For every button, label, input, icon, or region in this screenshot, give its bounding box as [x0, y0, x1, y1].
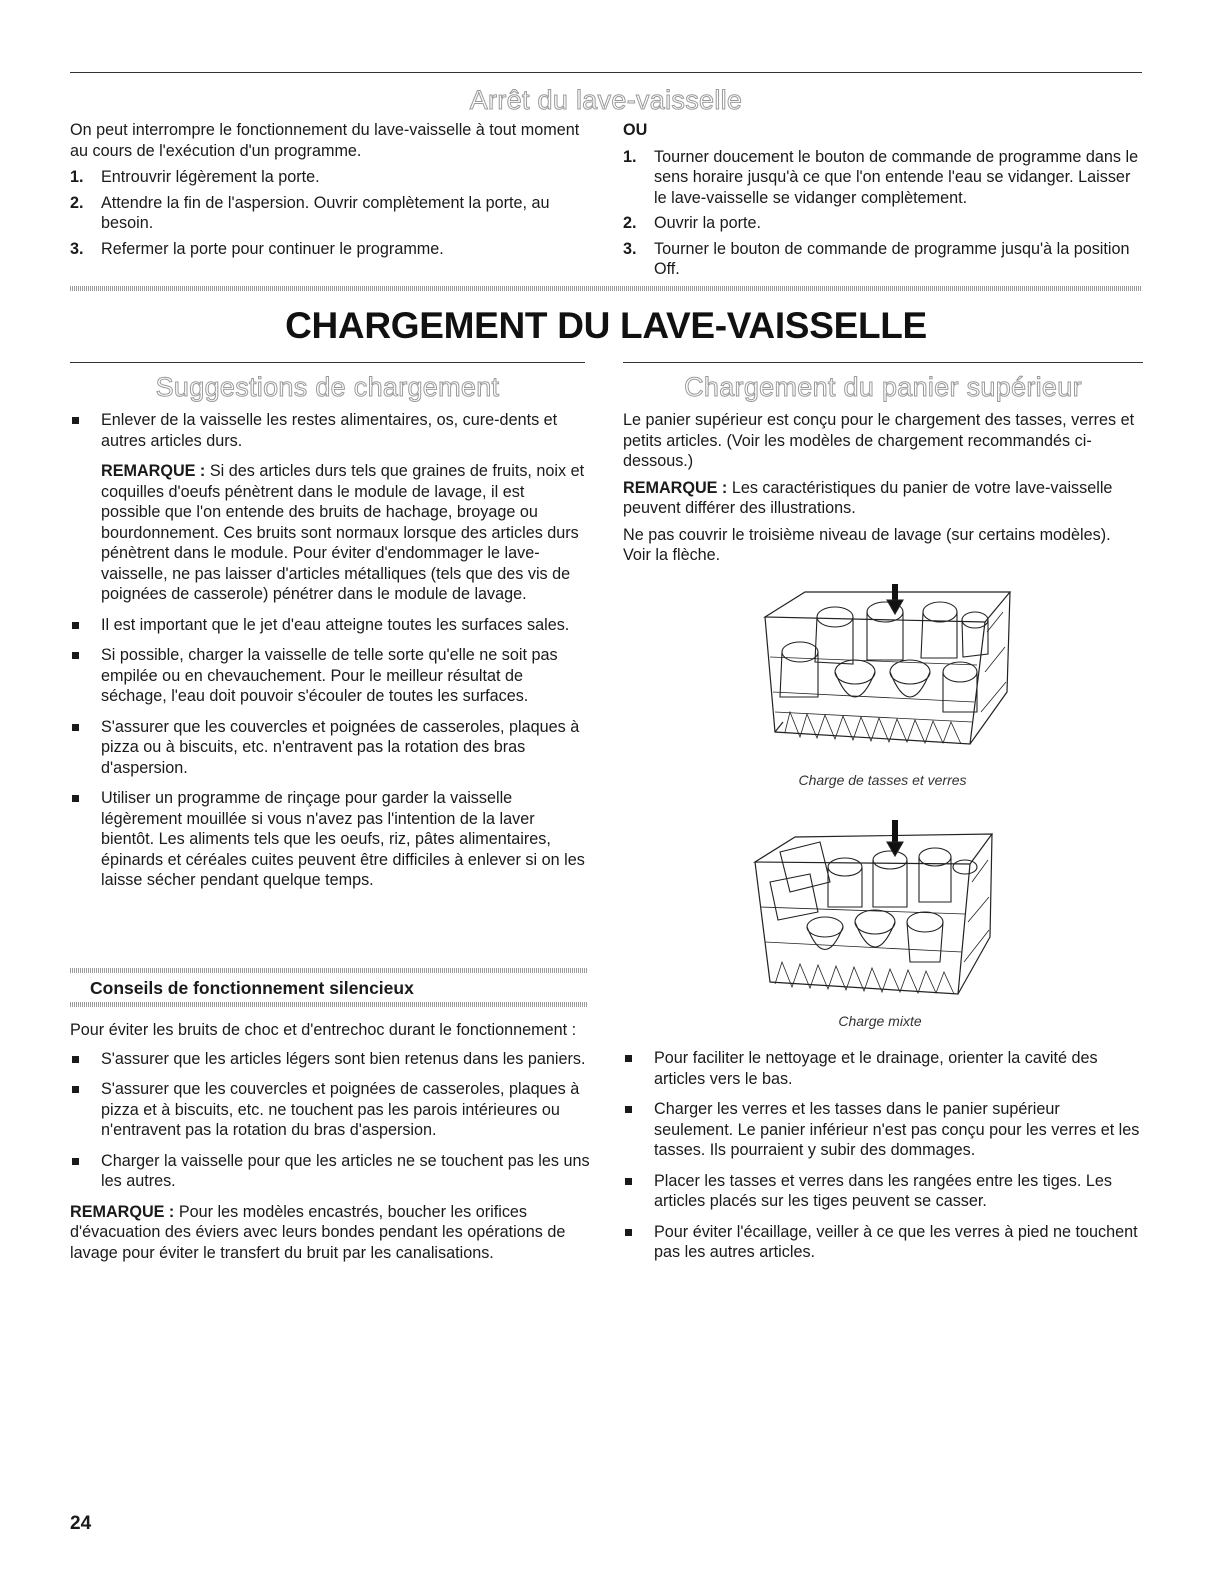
- bullet-icon: [72, 417, 79, 424]
- or-label: OU: [623, 121, 648, 139]
- stop-section-title: Arrêt du lave-vaisselle: [469, 85, 743, 115]
- quiet-tips-title: Conseils de fonctionnement silencieux: [90, 978, 414, 998]
- quiet-tips-list: [70, 1049, 590, 1192]
- loading-note: REMARQUE : Si des articles durs tels que graines de fruits, noix et coquilles d'oeufs pénètrent dans le module de lavage, il est possible que l'on entende des bruits de hachage, broyage ou bourdonnement. Ces bruits sont normaux lorsque des articles durs pénètrent dans le module. Pour éviter d'endommager le lave-vaisselle, ne pas laisser d'articles métalliques (tels que des vis de poignées de casserole) pénétrer dans le module de lavage.: [101, 462, 585, 603]
- list-item: Charger les verres et les tasses dans le panier supérieur seulement. Le panier inférieur n'est pas conçu pour les verres et les tasses. Ils pourraient y subir des dommages.: [623, 1099, 1143, 1161]
- quiet-note: REMARQUE : Pour les modèles encastrés, boucher les orifices d'évacuation des éviers avec leurs bondes pendant les opérations de lavage pour éviter le transfert du bruit par les canalisations.: [70, 1202, 566, 1262]
- caption-mixed-load: Charge mixte: [838, 1013, 922, 1029]
- list-item: Il est important que le jet d'eau atteigne toutes les surfaces sales.: [70, 615, 588, 636]
- bullet-icon: [72, 652, 79, 659]
- stop-steps-right: [623, 147, 1143, 280]
- list-item: 3. Tourner le bouton de commande de programme jusqu'à la position Off.: [623, 239, 1130, 278]
- section-divider: [70, 286, 1142, 291]
- bullet-icon: [72, 622, 79, 629]
- page-number: 24: [70, 1513, 92, 1534]
- list-item: Enlever de la vaisselle les restes alimentaires, os, cure-dents et autres articles durs. REMARQUE : Si des articles durs tels que graines de fruits, noix et coquilles d'oeufs pénètrent dans le module de lavage, il est possible que l'on entende des bruits de hachage, broyage ou bourdonnement. Ces bruits sont normaux lorsque des articles durs pénètrent dans le module. Pour éviter d'endommager le lave-vaisselle, ne pas laisser d'articles métalliques (tels que des vis de poignées de casserole) pénétrer dans le module de lavage.: [70, 410, 588, 605]
- stop-steps-left: [70, 167, 585, 259]
- upper-rack-note: REMARQUE : Les caractéristiques du panier de votre lave-vaisselle peuvent différer des illustrations.: [623, 478, 1113, 517]
- upper-rack-list: [623, 1048, 1143, 1263]
- upper-rack-p1: Le panier supérieur est conçu pour le chargement des tasses, verres et petits articles. (Voir les modèles de chargement recommandés ci-dessous.): [623, 411, 1135, 470]
- list-item: Pour éviter l'écaillage, veiller à ce que les verres à pied ne touchent pas les autres articles.: [623, 1222, 1143, 1263]
- quiet-title-rule-bottom: [70, 1002, 588, 1007]
- bullet-icon: [72, 724, 79, 731]
- quiet-intro: Pour éviter les bruits de choc et d'entrechoc durant le fonctionnement :: [70, 1021, 577, 1039]
- list-item: Charger la vaisselle pour que les articles ne se touchent pas les uns les autres.: [70, 1151, 590, 1192]
- main-heading: CHARGEMENT DU LAVE-VAISSELLE: [285, 305, 927, 346]
- cups-glasses-rack-illustration: [745, 572, 1020, 762]
- bullet-icon: [72, 1056, 79, 1063]
- quiet-tips-body: [70, 1020, 590, 1263]
- bullet-icon: [72, 1086, 79, 1093]
- stop-right-column: [623, 120, 1143, 285]
- bullet-icon: [72, 795, 79, 802]
- loading-tips-body: [70, 410, 588, 901]
- stop-intro: On peut interrompre le fonctionnement du lave-vaisselle à tout moment au cours de l'exécution d'un programme.: [70, 121, 580, 160]
- list-item: S'assurer que les articles légers sont bien retenus dans les paniers.: [70, 1049, 590, 1070]
- right-rule: [623, 362, 1143, 363]
- upper-rack-intro: [623, 410, 1143, 566]
- upper-rack-p2: Ne pas couvrir le troisième niveau de lavage (sur certains modèles). Voir la flèche.: [623, 525, 1111, 564]
- list-item: 1. Tourner doucement le bouton de commande de programme dans le sens horaire jusqu'à ce que l'on entende l'eau se vidanger. Laisser le lave-vaisselle se vidanger complètement.: [623, 147, 1139, 207]
- list-item: 3. Refermer la porte pour continuer le programme.: [70, 239, 444, 258]
- list-item: Si possible, charger la vaisselle de telle sorte qu'elle ne soit pas empilée ou en chevauchement. Pour le meilleur résultat de séchage, l'eau doit pouvoir s'écouler de toutes les surfaces.: [70, 645, 588, 707]
- bullet-icon: [72, 1158, 79, 1165]
- list-item: 2. Ouvrir la porte.: [623, 214, 762, 232]
- quiet-title-rule-top: [70, 968, 588, 973]
- list-item: Pour faciliter le nettoyage et le drainage, orienter la cavité des articles vers le bas.: [623, 1048, 1143, 1089]
- mixed-load-rack-illustration: [740, 812, 995, 1004]
- stop-left-column: [70, 120, 585, 264]
- list-item: S'assurer que les couvercles et poignées de casseroles, plaques à pizza et à biscuits, etc. ne touchent pas les parois intérieures ou n'entravent pas la rotation du bras d'aspersion.: [70, 1079, 590, 1141]
- bullet-icon: [625, 1055, 632, 1062]
- bullet-icon: [625, 1229, 632, 1236]
- list-item: 1. Entrouvrir légèrement la porte.: [70, 168, 320, 186]
- list-item: 2. Attendre la fin de l'aspersion. Ouvrir complètement la porte, au besoin.: [70, 193, 550, 232]
- loading-tips-title: Suggestions de chargement: [155, 372, 500, 402]
- list-item: Placer les tasses et verres dans les rangées entre les tiges. Les articles placés sur les tiges peuvent se casser.: [623, 1171, 1143, 1212]
- list-item: S'assurer que les couvercles et poignées de casseroles, plaques à pizza ou à biscuits, etc. n'entravent pas la rotation des bras d'aspersion.: [70, 717, 588, 779]
- left-rule: [70, 362, 585, 363]
- upper-rack-title: Chargement du panier supérieur: [684, 372, 1082, 402]
- bullet-icon: [625, 1178, 632, 1185]
- bullet-icon: [625, 1106, 632, 1113]
- list-item: Utiliser un programme de rinçage pour garder la vaisselle légèrement mouillée si vous n'avez pas l'intention de la laver bientôt. Les aliments tels que les oeufs, riz, pâtes alimentaires, épinards et céréales cuites peuvent être difficiles à enlever si on les laisse sécher pendant quelque temps.: [70, 788, 588, 891]
- upper-rack-bullets: [623, 1048, 1143, 1273]
- loading-tips-list: [70, 410, 588, 891]
- caption-cups-glasses: Charge de tasses et verres: [798, 772, 967, 788]
- top-rule: [70, 72, 1142, 73]
